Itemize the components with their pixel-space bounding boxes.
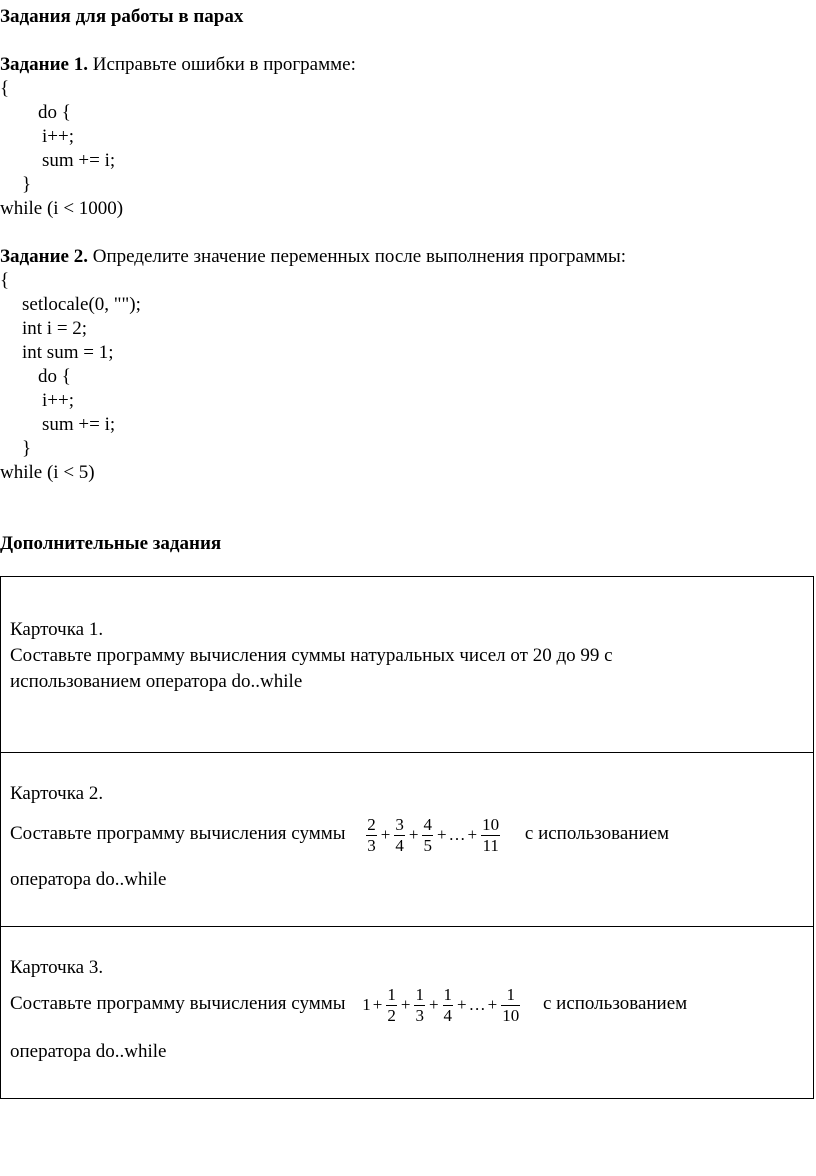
card-line: Составьте программу вычисления суммы натуральных чисел от 20 до 99 с	[10, 645, 613, 666]
fraction: $\frac{3}{4}$	[395, 815, 404, 856]
code-line: int sum = 1;	[22, 342, 114, 363]
card-suffix: с использованием	[542, 993, 688, 1014]
fraction: $\frac{10}{11}$	[482, 815, 500, 856]
card-line: использованием оператора do..while	[10, 671, 303, 692]
card-formula-line	[10, 807, 669, 862]
code-line: sum += i;	[42, 414, 116, 435]
card-2	[1, 752, 813, 926]
lead-term: 1	[362, 994, 371, 1014]
sum-formula: 1 + $\frac{1}{2}$ + $\frac{1}{3}$ + $\frac{1}{4}$ + … + $\frac{1}{10}$	[362, 985, 520, 1026]
fraction: $\frac{1}{3}$	[415, 985, 424, 1026]
code-line: int i = 2;	[22, 318, 88, 339]
card-3	[1, 926, 813, 1100]
code-line: {	[0, 78, 10, 99]
fraction: $\frac{2}{3}$	[367, 815, 376, 856]
card-formula-line	[10, 977, 687, 1032]
ellipsis: …	[448, 824, 466, 844]
card-title: Карточка 1.	[10, 619, 104, 640]
code-line: }	[22, 174, 32, 195]
task2-text: Определите значение переменных после выполнения программы:	[92, 246, 627, 267]
card-line: оператора do..while	[10, 1041, 167, 1062]
task2-label: Задание 2.	[0, 246, 88, 267]
code-line: do {	[38, 102, 71, 123]
task1-label: Задание 1.	[0, 54, 88, 75]
card-title: Карточка 2.	[10, 783, 104, 804]
fraction: $\frac{1}{10}$	[502, 985, 520, 1026]
card-title: Карточка 3.	[10, 957, 104, 978]
code-line: {	[0, 270, 10, 291]
task2-heading	[0, 246, 626, 268]
task1-heading	[0, 54, 356, 76]
code-line: do {	[38, 366, 71, 387]
code-line: while (i < 1000)	[0, 198, 124, 219]
cards-table	[0, 576, 814, 1099]
card-suffix: с использованием	[524, 823, 670, 844]
code-line: setlocale(0, "");	[22, 294, 141, 315]
ellipsis: …	[468, 994, 486, 1014]
card-prefix: Составьте программу вычисления суммы	[10, 823, 346, 844]
card-1	[1, 577, 813, 752]
fraction: $\frac{4}{5}$	[423, 815, 432, 856]
code-line: while (i < 5)	[0, 462, 95, 483]
task1-text: Исправьте ошибки в программе:	[92, 54, 356, 75]
code-line: i++;	[42, 126, 74, 147]
code-line: i++;	[42, 390, 74, 411]
extra-title: Дополнительные задания	[0, 533, 222, 554]
code-line: sum += i;	[42, 150, 116, 171]
code-line: }	[22, 438, 32, 459]
card-prefix: Составьте программу вычисления суммы	[10, 993, 346, 1014]
card-line: оператора do..while	[10, 869, 167, 890]
sum-formula: $\frac{2}{3}$ + $\frac{3}{4}$ + $\frac{4}{5}$ + … + $\frac{10}{11}$	[367, 815, 500, 856]
page-title: Задания для работы в парах	[0, 6, 244, 27]
fraction: $\frac{1}{4}$	[443, 985, 453, 1026]
fraction: $\frac{1}{2}$	[387, 985, 396, 1026]
